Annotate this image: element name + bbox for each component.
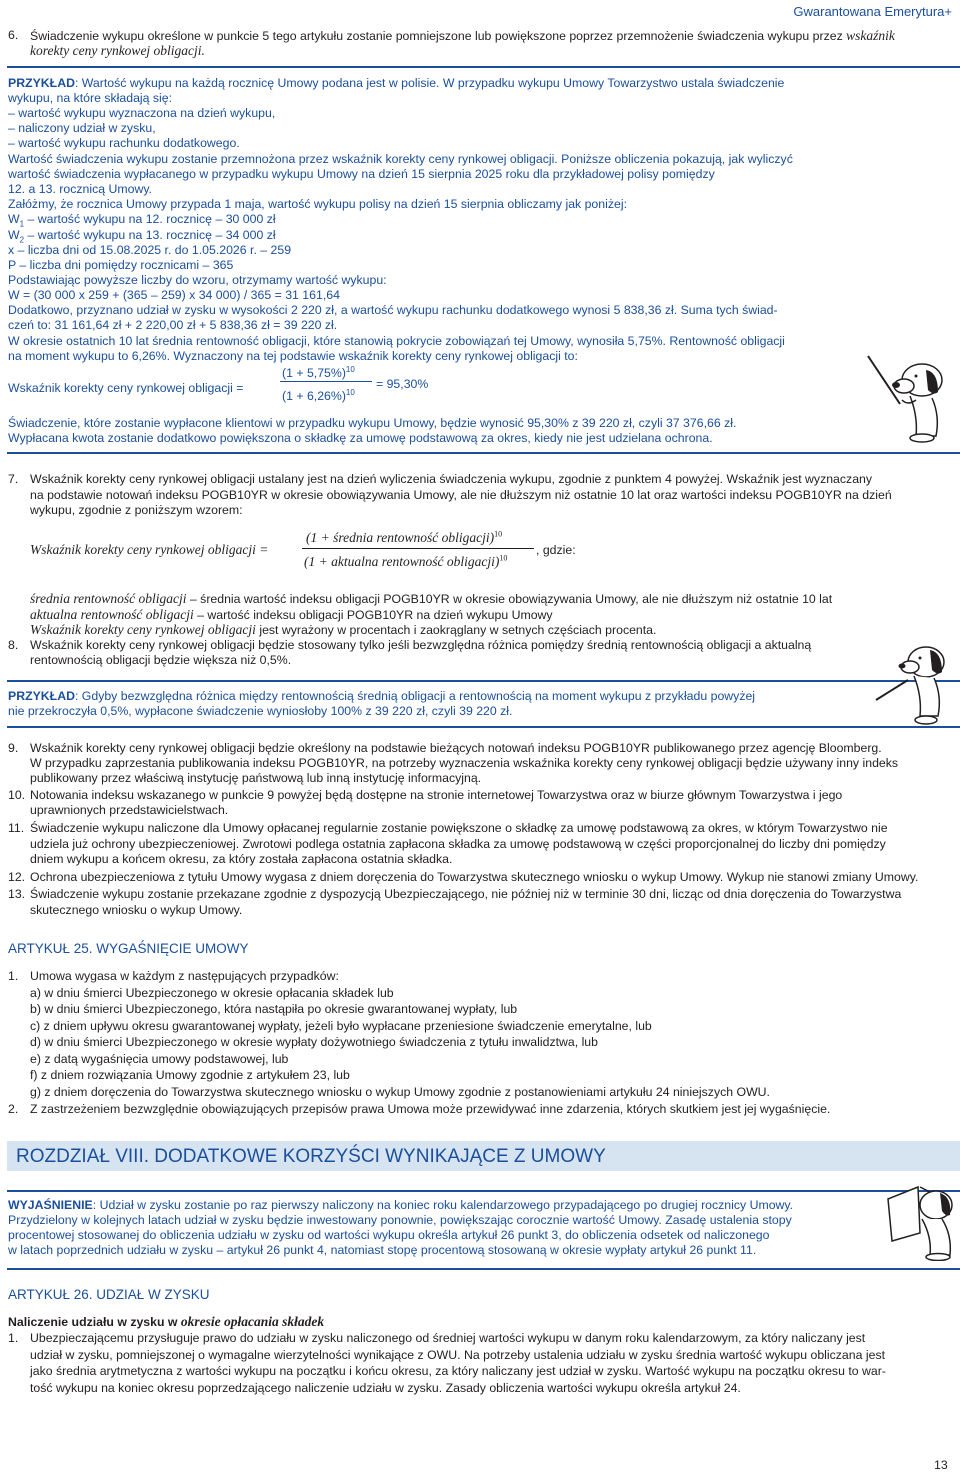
example-1-line: W = (30 000 x 259 + (365 – 259) x 34 000) / 365 = 31 161,64: [8, 288, 340, 302]
item-10-line-2: uprawnionych przedstawicielstwach.: [30, 803, 229, 817]
explanation-line-1: [8, 1198, 793, 1213]
item-9-line-3: publikowany przez właściwą instytucję państwową lub inną instytucję informacyjną.: [30, 771, 482, 785]
item-13-line-1: Świadczenie wykupu zostanie przekazane zgodnie z dyspozycją Ubezpieczającego, nie później niż w terminie 30 dni, licząc od dnia doręczenia do Towarzystwa: [30, 887, 902, 901]
item-8-number: 8.: [8, 638, 19, 652]
article-26-heading: ARTYKUŁ 26. UDZIAŁ W ZYSKU: [8, 1287, 210, 1302]
item-9-line-1: Wskaźnik korekty ceny rynkowej obligacji będzie określony na podstawie bieżących notowań indeksu POGB10YR publikowanego przez agencję Bloomberg.: [30, 741, 882, 755]
snoopy-pointer-illustration: [860, 352, 950, 444]
item-6-line-1: [30, 28, 895, 44]
formula-denominator-text: (1 + 6,26%): [282, 389, 346, 403]
article-25-item: f) z dniem rozwiązania Umowy zgodnie z artykułem 23, lub: [30, 1068, 350, 1082]
example-1-line: Wypłacana kwota zostanie dodatkowo powiększona o składkę za umowę podstawową za okres, kiedy nie jest udzielana ochrona.: [8, 431, 713, 445]
article-25-item: a) w dniu śmierci Ubezpieczonego w okresie opłacania składek lub: [30, 986, 394, 1000]
example-1-line: x – liczba dni od 15.08.2025 r. do 1.05.2026 r. – 259: [8, 243, 292, 257]
w1-text: – wartość wykupu na 12. rocznicę – 30 000 zł: [24, 212, 276, 226]
example-2-line-2: nie przekroczyła 0,5%, wypłacone świadczenie wyniosłoby 100% z 39 220 zł, czyli 39 220 zł.: [8, 704, 513, 718]
item-8-line-1: Wskaźnik korekty ceny rynkowej obligacji będzie stosowany tylko jeśli bezwzględna różnica pomiędzy średnią rentownością obligacji a aktualną: [30, 638, 812, 652]
explanation-line: procentowej stosowanej do obliczenia udziału w zysku od wartości wykupu określa artykuł 26 punkt 3, do obliczenia odsetek od naliczonego: [8, 1228, 770, 1242]
article-25-item: e) z datą wygaśnięcia umowy podstawowej, lub: [30, 1052, 289, 1066]
item-7-line-3: wykupu, zgodnie z poniższym wzorem:: [30, 503, 243, 517]
article-25-item: g) z dniem doręczenia do Towarzystwa skutecznego wniosku o wykup Umowy zgodnie z postanowieniami artykułu 24 niniejszych OWU.: [30, 1085, 770, 1099]
item-7-formula-label: Wskaźnik korekty ceny rynkowej obligacji =: [30, 542, 269, 557]
item-9-number: 9.: [8, 741, 19, 755]
example-1-line: W okresie ostatnich 10 lat średnia rentowność obligacji, które stanowią pokrycie zobowiązań tej Umowy, wynosiła 5,75%. Rentowność obligacji: [8, 334, 785, 348]
example-1-line: [8, 152, 793, 167]
example-1-line: wartość świadczenia wypłacanego w przypadku wykupu Umowy na dzień 15 sierpnia 2025 roku dla przykładowej polisy pomiędzy: [8, 167, 715, 181]
example-1-line: 12. a 13. rocznicą Umowy.: [8, 182, 152, 196]
example-1-line: Podstawiając powyższe liczby do wzoru, otrzymamy wartość wykupu:: [8, 273, 387, 287]
item-13-line-2: skutecznego wniosku o wykup Umowy.: [30, 903, 243, 917]
w1-symbol: W: [8, 212, 20, 226]
explanation-line: w latach poprzednich udziału w zysku – artykuł 26 punkt 4, natomiast stopę procentową stosowaną w okresie wypłaty artykuł 26 punkt 11.: [8, 1243, 757, 1257]
explanation-label: WYJAŚNIENIE: [8, 1198, 93, 1212]
item-11-number: 11.: [8, 821, 25, 835]
example-1-line: – wartość wykupu wyznaczona na dzień wykupu,: [8, 106, 276, 120]
example-1-line: na moment wykupu to 6,26%. Wyznaczony na tej podstawie wskaźnik korekty ceny rynkowej obligacji to:: [8, 349, 578, 363]
example-1-intro: [8, 76, 784, 91]
item-7-line-2: na podstawie notowań indeksu POGB10YR w okresie obowiązywania Umowy, ale nie dłuższym niż ostatnie 10 lat oraz wartości indeksu POGB10YR na dzień: [30, 488, 892, 502]
item-7-number: 7.: [8, 472, 19, 486]
item-11-line-1: Świadczenie wykupu naliczone dla Umowy opłacanej regularnie zostanie powiększone o składkę za umowę podstawową za okres, w którym Towarzystwo nie: [30, 821, 888, 835]
definition-text: – wartość indeksu obligacji POGB10YR na dzień wykupu Umowy: [193, 608, 553, 622]
definition-term: Wskaźnik korekty ceny rynkowej obligacji: [30, 622, 256, 637]
example-1-text: Poniższe obliczenia pokazują, jak wyliczyć: [561, 152, 793, 166]
example-1-w2: [8, 228, 276, 243]
item-11-line-2: udziela już ochrony ubezpieczeniowej. Zwrotowi podlega ostatnia zapłacona składka za umowę podstawową w części proporcjonalnej do liczby dni pomiędzy: [30, 837, 886, 851]
item-8-line-2: rentownością obligacji będzie większa niż 0,5%.: [30, 653, 292, 667]
explanation-text: : Udział w zysku zostanie po raz pierwszy naliczony na koniec roku kalendarzowego przypadającego po drugiej rocznicy Umowy.: [92, 1198, 794, 1212]
item-11-line-3: dniem wykupu a końcem okresu, za który została zapłacona ostatnia składka.: [30, 852, 453, 866]
w1-subscript: 1: [19, 219, 25, 229]
example-1-line: Świadczenie, które zostanie wypłacone klientowi w przypadku wykupu Umowy, będzie wynosić 95,30% z 39 220 zł, czyli 37 376,66 zł.: [8, 416, 737, 430]
formula-2-numerator-text: (1 + średnia rentowność obligacji): [306, 530, 495, 545]
w2-text: – wartość wykupu na 13. rocznicę – 34 000 zł: [24, 228, 276, 242]
example-1-line: wykupu, na które składają się:: [8, 91, 173, 105]
example-1-line: P – liczba dni pomiędzy rocznicami – 365: [8, 258, 234, 272]
item-7-definition-3: [30, 622, 656, 638]
article-26-subheading: [8, 1314, 324, 1330]
formula-2-numerator-exponent: 10: [494, 529, 503, 539]
article-26-point-1-number: 1.: [8, 1331, 19, 1345]
item-7-definition-2: [30, 607, 553, 623]
example-1-text: Wartość świadczenia wykupu zostanie przemnożona przez wskaźnik korekty ceny rynkowej obligacji.: [8, 152, 558, 166]
example-1-formula-denominator: [282, 389, 355, 404]
item-12-line-1: Ochrona ubezpieczeniowa z tytułu Umowy wygasa z dniem doręczenia do Towarzystwa skutecznego wniosku o wykup Umowy. Wykup nie stanowi zmiany Umowy.: [30, 870, 919, 884]
page-number: 13: [934, 1458, 948, 1472]
definition-text: – średnia wartość indeksu obligacji POGB10YR w okresie obowiązywania Umowy, ale nie dłuższym niż ostatnie 10 lat: [186, 592, 833, 606]
item-7-formula-tail: , gdzie:: [536, 543, 576, 557]
example-2-text: : Gdyby bezwzględna różnica między rentownością średnią obligacji a rentownością na moment wykupu z przykładu powyżej: [74, 689, 756, 703]
example-1-formula-label: Wskaźnik korekty ceny rynkowej obligacji =: [8, 381, 244, 395]
article-26-line-4: tość wykupu na koniec okresu poprzedzającego naliczenie udziału w zysku. Zasady obliczenia wartości wykupu określa artykuł 24.: [30, 1381, 741, 1395]
item-6-line-2: korekty ceny rynkowej obligacji.: [30, 43, 205, 58]
item-10-number: 10.: [8, 788, 26, 802]
explanation-line: Przydzielony w kolejnych latach udział w zysku będzie inwestowany ponownie, powiększając corocznie wartość Umowy. Zasadę ustalenia stopy: [8, 1213, 792, 1227]
subheading-term: okresie opłacania składek: [180, 1314, 325, 1329]
example-1-line: Dodatkowo, przyznano udział w zysku w wysokości 2 220 zł, a wartość wykupu rachunku dodatkowego wynosi 5 838,36 zł. Suma tych świad-: [8, 303, 778, 317]
w2-subscript: 2: [19, 235, 25, 245]
example-1-intro-text: : Wartość wykupu na każdą rocznicę Umowy podana jest w polisie.: [74, 76, 440, 90]
example-2-label: PRZYKŁAD: [8, 689, 75, 703]
item-6-number: 6.: [8, 28, 19, 42]
item-12-number: 12.: [8, 870, 26, 884]
example-1-formula-result: = 95,30%: [376, 377, 429, 391]
example-1-label: PRZYKŁAD: [8, 76, 75, 90]
example-1-fraction-bar: [280, 381, 372, 382]
example-1-line: Załóżmy, że rocznica Umowy przypada 1 maja, wartość wykupu polisy na dzień 15 sierpnia obliczamy jak poniżej:: [8, 197, 627, 211]
article-26-line-1: Ubezpieczającemu przysługuje prawo do udziału w zysku naliczonego od średniej wartości wykupu w danym roku kalendarzowym, za który naliczany jest: [30, 1331, 866, 1345]
w2-symbol: W: [8, 228, 20, 242]
article-25-point-1: Umowa wygasa w każdym z następujących przypadków:: [30, 969, 339, 983]
definition-term: aktualna rentowność obligacji: [30, 607, 194, 622]
running-header: Gwarantowana Emerytura+: [793, 4, 952, 19]
article-25-point-1-number: 1.: [8, 969, 19, 983]
example-1-intro-text-2: W przypadku wykupu Umowy Towarzystwo ustala świadczenie: [442, 76, 785, 90]
subheading-text: Naliczenie udziału w zysku w: [8, 1315, 181, 1329]
example-1-formula-numerator: [282, 366, 355, 381]
item-6-term: wskaźnik: [846, 28, 895, 43]
formula-2-denominator-text: (1 + aktualna rentowność obligacji): [304, 554, 500, 569]
snoopy-pointer-illustration-2: [868, 640, 954, 728]
example-2-line-1: [8, 689, 755, 704]
snoopy-reading-illustration: [878, 1177, 958, 1261]
formula-denominator-exponent: 10: [345, 387, 355, 397]
definition-term: średnia rentowność obligacji: [30, 591, 187, 606]
article-25-point-2: Z zastrzeżeniem bezwzględnie obowiązujących przepisów prawa Umowa może przewidywać inne zdarzenia, których skutkiem jest jej wygaśnięcie.: [30, 1102, 831, 1116]
item-7-line-1: Wskaźnik korekty ceny rynkowej obligacji ustalany jest na dzień wyliczenia świadczenia wykupu, zgodnie z punktem 4 powyżej. Wskaźnik jest wyznaczany: [30, 472, 873, 486]
article-25-item: c) z dniem upływu okresu gwarantowanej wypłaty, jeżeli było wypłacane przeniesione świadczenie emerytalne, lub: [30, 1019, 652, 1033]
formula-2-denominator-exponent: 10: [499, 553, 508, 563]
item-6-text: Świadczenie wykupu określone w punkcie 5 tego artykułu zostanie pomniejszone lub powiększone poprzez przemnożenie świadczenia wykupu przez: [30, 29, 843, 43]
chapter-8-heading: ROZDZIAŁ VIII. DODATKOWE KORZYŚCI WYNIKAJĄCE Z UMOWY: [16, 1146, 606, 1167]
article-25-point-2-number: 2.: [8, 1102, 19, 1116]
item-7-formula-numerator: [306, 530, 502, 545]
item-9-line-2: W przypadku zaprzestania publikowania indeksu POGB10YR, na potrzeby wyznaczenia wskaźnika korekty ceny rynkowej obligacji będzie używany inny indeks: [30, 756, 899, 770]
example-1-w1: [8, 212, 276, 227]
definition-text: jest wyrażony w procentach i zaokrąglany w setnych częściach procenta.: [255, 623, 657, 637]
article-25-item: d) w dniu śmierci Ubezpieczonego w okresie wypłaty dożywotniego świadczenia z tytułu inwalidztwa, lub: [30, 1035, 598, 1049]
item-7-definition-1: [30, 591, 832, 607]
item-10-line-1: Notowania indeksu wskazanego w punkcie 9 powyżej będą dostępne na stronie internetowej Towarzystwa oraz w biurze głównym Towarzystwa i jego: [30, 788, 843, 802]
example-1-line: czeń to: 31 161,64 zł + 2 220,00 zł + 5 838,36 zł = 39 220 zł.: [8, 318, 338, 332]
article-26-line-2: udział w zysku, pomniejszonej o wymagalne wierzytelności wynikające z OWU. Na potrzeby ustalenia udziału w zysku średnia wartość wykupu obliczana jest: [30, 1348, 886, 1362]
item-7-formula-denominator: [304, 554, 507, 569]
item-7-fraction-bar: [302, 548, 534, 549]
example-1-line: – naliczony udział w zysku,: [8, 121, 156, 135]
article-25-heading: ARTYKUŁ 25. WYGAŚNIĘCIE UMOWY: [8, 941, 249, 956]
formula-numerator-exponent: 10: [345, 364, 355, 374]
article-26-line-3: jako średnia arytmetyczna z wartości wykupu na początku i końcu okresu, za który naliczany jest udział w zysku. Wartość wykupu na początku okresu to war-: [30, 1364, 886, 1378]
example-1-line: – wartość wykupu rachunku dodatkowego.: [8, 136, 240, 150]
article-25-item: b) w dniu śmierci Ubezpieczonego, która nastąpiła po okresie gwarantowanej wypłaty, lub: [30, 1002, 518, 1016]
formula-numerator-text: (1 + 5,75%): [282, 366, 346, 380]
item-13-number: 13.: [8, 887, 26, 901]
